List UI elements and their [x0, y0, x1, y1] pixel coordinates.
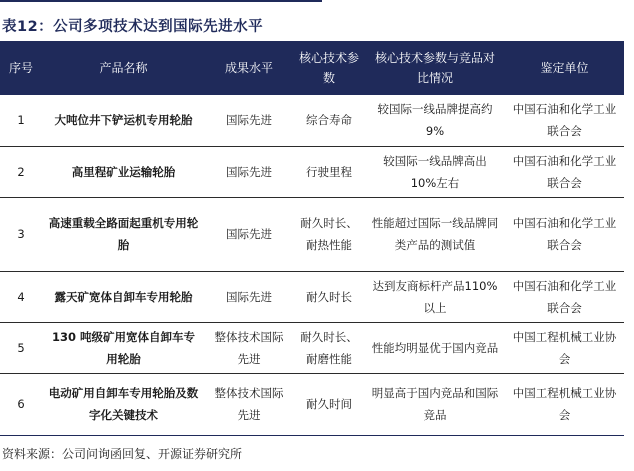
cell-compare: 较国际一线品牌提高约 9%: [365, 95, 505, 146]
table-row: [0, 322, 624, 373]
cell-name: 高速重载全路面起重机专用轮胎: [42, 197, 205, 271]
header-core: 核心技术参数: [293, 41, 365, 95]
cell-compare: 较国际一线品牌高出 10%左右: [365, 146, 505, 197]
header-no: 序号: [0, 41, 42, 95]
header-level: 成果水平: [205, 41, 293, 95]
cell-no: 3: [0, 197, 42, 271]
cell-level: 国际先进: [205, 146, 293, 197]
cell-name: 露天矿宽体自卸车专用轮胎: [42, 271, 205, 322]
cell-compare: 性能超过国际一线品牌同类产品的测试值: [365, 197, 505, 271]
cell-unit: 中国石油和化学工业联合会: [505, 197, 624, 271]
cell-name: 电动矿用自卸车专用轮胎及数字化关键技术: [42, 373, 205, 435]
cell-level: 整体技术国际先进: [205, 373, 293, 435]
cell-core: 行驶里程: [293, 146, 365, 197]
cell-compare: 性能均明显优于国内竞品: [365, 322, 505, 373]
table-row: [0, 197, 624, 271]
table-row: [0, 146, 624, 197]
header-row: [0, 41, 624, 95]
cell-no: 5: [0, 322, 42, 373]
header-unit: 鉴定单位: [505, 41, 624, 95]
cell-unit: 中国石油和化学工业联合会: [505, 146, 624, 197]
cell-compare: 明显高于国内竞品和国际竞品: [365, 373, 505, 435]
cell-core: 耐久时长、耐磨性能: [293, 322, 365, 373]
table-row: [0, 373, 624, 435]
cell-compare: 达到友商标杆产品110%以上: [365, 271, 505, 322]
header-name: 产品名称: [42, 41, 205, 95]
header-compare: 核心技术参数与竞品对比情况: [365, 41, 505, 95]
cell-name: 高里程矿业运输轮胎: [42, 146, 205, 197]
table-title: 表12：公司多项技术达到国际先进水平: [2, 19, 264, 35]
cell-level: 国际先进: [205, 95, 293, 146]
cell-no: 1: [0, 95, 42, 146]
cell-core: 综合寿命: [293, 95, 365, 146]
table-row: [0, 95, 624, 146]
top-rule: [0, 0, 322, 2]
cell-level: 国际先进: [205, 271, 293, 322]
source-note: 资料来源：公司问询函回复、开源证券研究所: [2, 447, 243, 461]
cell-no: 6: [0, 373, 42, 435]
cell-unit: 中国工程机械工业协会: [505, 322, 624, 373]
cell-unit: 中国石油和化学工业联合会: [505, 271, 624, 322]
cell-no: 4: [0, 271, 42, 322]
cell-name: 大吨位井下铲运机专用轮胎: [42, 95, 205, 146]
tech-table: [0, 41, 624, 436]
cell-level: 整体技术国际先进: [205, 322, 293, 373]
cell-core: 耐久时长、耐热性能: [293, 197, 365, 271]
cell-level: 国际先进: [205, 197, 293, 271]
cell-unit: 中国石油和化学工业联合会: [505, 95, 624, 146]
cell-core: 耐久时长: [293, 271, 365, 322]
cell-core: 耐久时间: [293, 373, 365, 435]
cell-name: 130 吨级矿用宽体自卸车专用轮胎: [42, 322, 205, 373]
cell-no: 2: [0, 146, 42, 197]
cell-unit: 中国工程机械工业协会: [505, 373, 624, 435]
table-row: [0, 271, 624, 322]
